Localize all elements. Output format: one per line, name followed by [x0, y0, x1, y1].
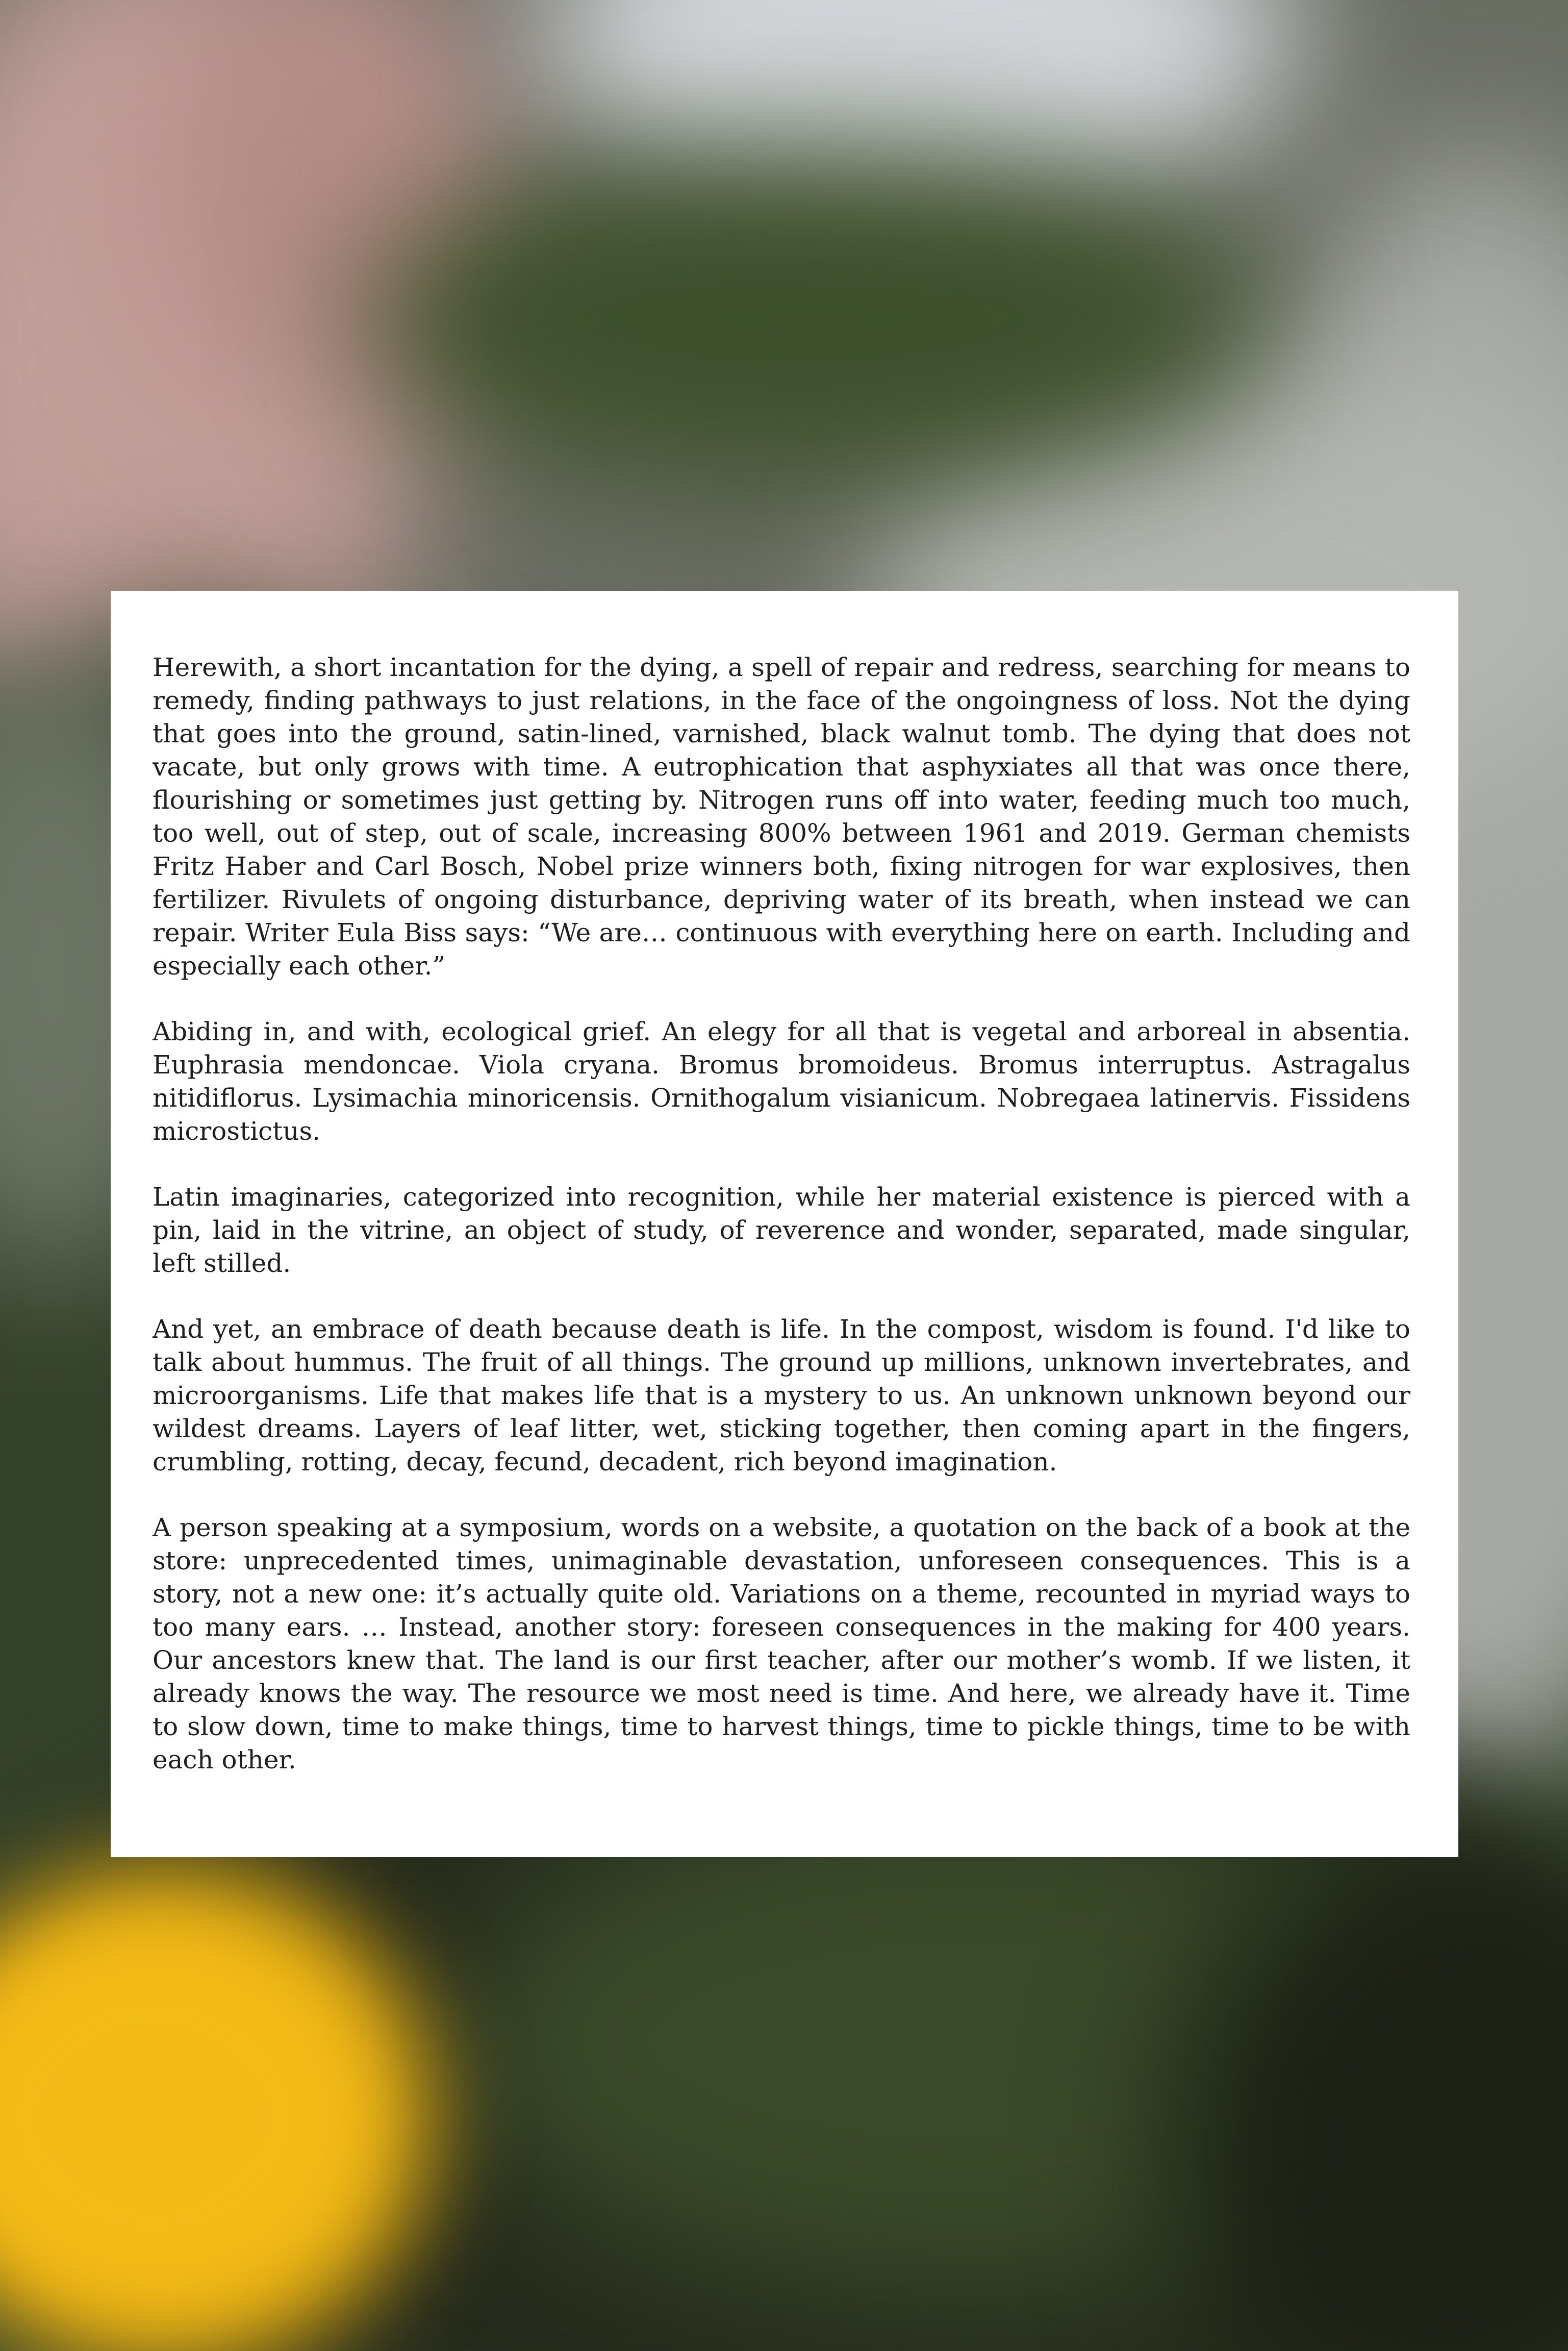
paragraph-compost: And yet, an embrace of death because death is life. In the compost, wisdom is found. I'd like to talk about hummus. The fruit of all things. The ground up millions, unknown invertebrates, and microorganisms. Life that makes life that is a mystery to us. An unknown unknown beyond our wildest dreams. Layers of leaf litter, wet, sticking together, then coming apart in the fingers, crumbling, rotting, decay, fecund, decadent, rich beyond imagination. — [153, 1314, 1410, 1477]
foliage-blur-top — [357, 153, 1275, 485]
paragraph-another-story: A person speaking at a symposium, words on a website, a quotation on the back of a book at the store: unprecedented times, unimaginable devastation, unforeseen consequences. This is a story, not a new one: it’s actually quite old. Variations on a theme, recounted in myriad ways to too many ears. … Instead, another story: foreseen consequences in the making for 400 years. Our ancestors knew that. The land is our first teacher, after our mother’s womb. If we listen, it already knows the way. The resource we most need is time. And here, we already have it. Time to slow down, time to make things, time to harvest things, time to pickle things, time to be with each other. — [153, 1513, 1410, 1774]
paragraph-latin-imaginaries: Latin imaginaries, categorized into recognition, while her material existence is pierced with a pin, laid in the vitrine, an object of study, of reverence and wonder, separated, made singular, left stilled. — [153, 1182, 1410, 1278]
text-card — [111, 591, 1458, 1857]
paragraph-ecological-grief: Abiding in, and with, ecological grief. An elegy for all that is vegetal and arboreal in absentia. Euphrasia mendoncae. Viola cryana. Bromus bromoideus. Bromus interruptus. Astragalus nitidiflorus. Lysimachia minoricensis. Ornithogalum visianicum. Nobregaea latinervis. Fissidens microstictus. — [153, 1017, 1410, 1146]
paragraph-incantation: Herewith, a short incantation for the dying, a spell of repair and redress, searching for means to remedy, finding pathways to just relations, in the face of the ongoingness of loss. Not the dying that goes into the ground, satin-lined, varnished, black walnut tomb. The dying that does not vacate, but only grows with time. A eutrophication that asphyxiates all that was once there, flourishing or sometimes just getting by. Nitrogen runs off into water, feeding much too much, too well, out of step, out of scale, increasing 800% between 1961 and 2019. German chemists Fritz Haber and Carl Bosch, Nobel prize winners both, fixing nitrogen for war explosives, then fertilizer. Rivulets of ongoing disturbance, depriving water of its breath, when instead we can repair. Writer Eula Biss says: “We are… continuous with everything here on earth. Including and especially each other.” — [153, 653, 1410, 981]
